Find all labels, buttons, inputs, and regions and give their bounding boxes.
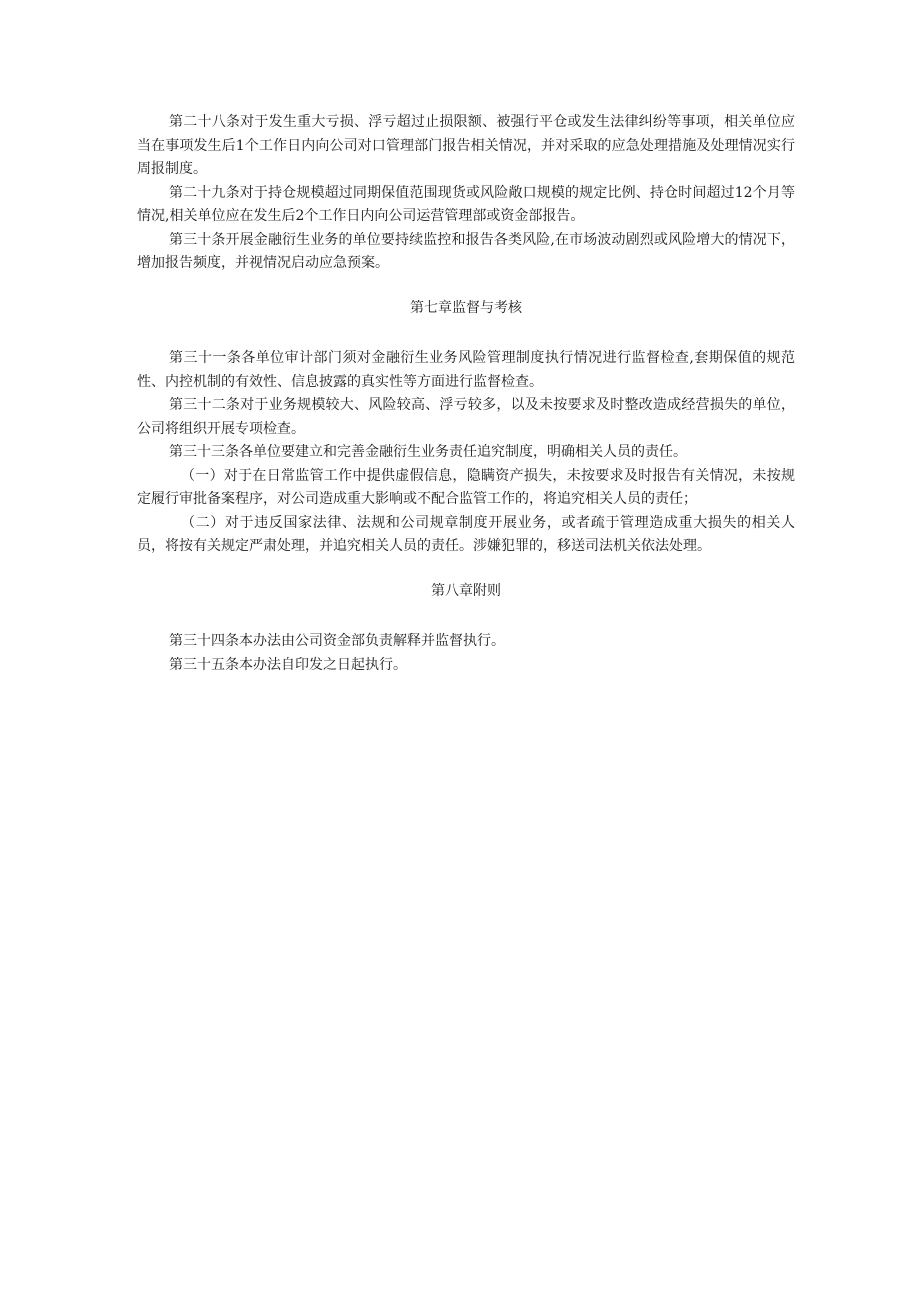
article-32: 第三十二条对于业务规模较大、风险较高、浮亏较多，以及未按要求及时整改造成经营损失的单位，公司将组织开展专项检查。 — [137, 397, 795, 437]
chapter-7-heading: 第七章监督与考核 — [410, 299, 522, 316]
article-30: 第三十条开展金融衍生业务的单位要持续监控和报告各类风险,在市场波动剧烈或风险增大的情况下，增加报告频度，并视情况启动应急预案。 — [137, 231, 795, 271]
article-28: 第二十八条对于发生重大亏损、浮亏超过止损限额、被强行平仓或发生法律纠纷等事项，相关单位应当在事项发生后1个工作日内向公司对口管理部门报告相关情况，并对采取的应急处理措施及处理情况实行周报制度。 — [137, 114, 795, 177]
spacer — [137, 603, 795, 630]
spacer — [137, 559, 795, 580]
chapter-8-heading: 第八章附则 — [431, 582, 501, 599]
article-33-item-2: （二）对于违反国家法律、法规和公司规章制度开展业务，或者疏于管理造成重大损失的相关人员，将按有关规定严肃处理，并追究相关人员的责任。涉嫌犯罪的，移送司法机关依法处理。 — [137, 514, 795, 554]
article-33-item-1: （一）对于在日常监管工作中提供虚假信息，隐瞒资产损失，未按要求及时报告有关情况，未按规定履行审批备案程序，对公司造成重大影响或不配合监管工作的，将追究相关人员的责任； — [137, 467, 795, 507]
spacer — [137, 320, 795, 347]
article-33: 第三十三条各单位要建立和完善金融衍生业务责任追究制度，明确相关人员的责任。 — [169, 444, 687, 460]
article-31: 第三十一条各单位审计部门须对金融衍生业务风险管理制度执行情况进行监督检查,套期保值的规范性、内控机制的有效性、信息披露的真实性等方面进行监督检查。 — [137, 350, 795, 390]
article-29: 第二十九条对于持仓规模超过同期保值范围现货或风险敞口规模的规定比例、持仓时间超过12个月等情况,相关单位应在发生后2个工作日内向公司运营管理部或资金部报告。 — [137, 184, 795, 224]
spacer — [137, 276, 795, 297]
article-35: 第三十五条本办法自印发之日起执行。 — [169, 656, 407, 673]
document-body — [137, 111, 795, 677]
article-34: 第三十四条本办法由公司资金部负责解释并监督执行。 — [169, 633, 505, 649]
